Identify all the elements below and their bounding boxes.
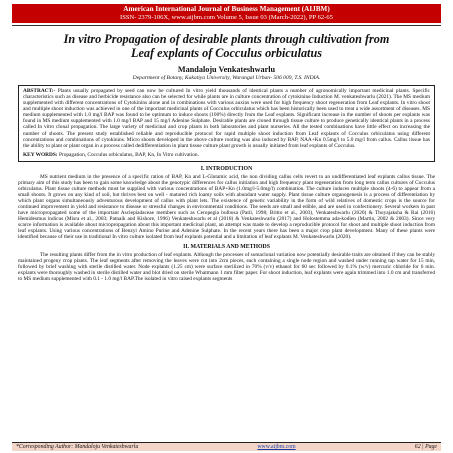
title-line-2: Leaf explants of Cocculus orbiculatus	[131, 45, 322, 60]
methods-text: The resulting plants differ from the in vitro production of leaf explants. Although the processes of somaclonal variation now potentially desirable traits are obtained if they can be stably maintained progeny crop plants. The leaf segments after removing the leaves were cut into 2cm pieces, each containing a single node region and washed under running tap water for 15 min, followed by brief washing with sterile distilled water. Node explants (1.25 cm) were surface sterilized in 70% (v/v) ethanol for 60 sec followed by 0.1% (w/v) mercuric chloride for 6 min. explants were thoroughly washed in sterile distilled water and blot dried on sterile Whatmann 1 mm filter paper. For shoot induction, leaf explants were again trimmed into 1.0 cm and transferred to MS medium supplemented with 0.1 - 1.0 mg/l BAP.The isolated in vitro raised explants segments	[18, 252, 435, 283]
page-number: 62 | Page	[414, 444, 437, 450]
journal-banner	[12, 4, 441, 23]
abstract-box	[18, 85, 435, 162]
author-name: Mandaloju Venkateshwarlu	[177, 65, 276, 75]
keywords-text: Propagation, Cocculus orbiculatus, BAP, Kn, In Vitro cultivation.	[58, 151, 199, 158]
journal-name: American International Journal of Business Management (AIJBM)	[123, 5, 330, 13]
page-footer	[12, 442, 441, 451]
abstract-body	[23, 88, 430, 148]
abstract-text: Plants usually propagated by seed can now be cultured In vitro yield thousands of identical plants a number of agronomically important medicinal plants. Specific characteristics such as disease and herbicide resistance also can be selected for while plants are in culture concentration of cytokinine Induction M. venkateshwarlu (2021). The MS medium supplemented with different concentrations of Cytokinins alone and in combinations with various auxins were used for high frequency shoot regeneration from Leaf explants. In vitro shoot and multiple shoot induction was achieved in one of the important medicinal plants of Cocculus orbiculatus which has been historically been used to treat a wide assortment of diseases. MS medium supplemented with 1.0 mg/l BAP was found to be optimum to induce shoots (100%) directly from the Leaf explants. Significant increase in the number of shoots per explants was found in MS medium supplemented with 1.0 mg/l BAP and 15 mg/l Adenine Sulphate. Desirable plants are cloned through tissue culture to produce genetically identical plants in a process called In vitro clonal propagation. The large variety of medicinal and crop plants in both laboratories and plant nurseries. All the tested combinations have little effect on increasing the number of shoots. The present study established reliable and reproducible protocol for rapid multiple shoot induction from Leaf explants of Cocculus orbiculatus using different concentrations and combinations of cytokinins. Micro shoots developed in the above culture rooting was also induced by BAP, NAA+Kn 0.5mg/l to 5.0 mg/l from callus. Callus tissue has the ability to plant or plant organ in a process called dedifferentiation in plant tissue culture plant growth is usually initiated from leaf explants of Cocculus.	[23, 88, 430, 149]
title-line-1: In vitro Propagation of desirable plants through cultivation from	[63, 32, 390, 47]
author-affiliation: Department of Botany, Kakatiya University, Warangal Urban- 506 009, T.S. INDIA.	[132, 75, 321, 82]
journal-url-link[interactable]: www.aijbm.com	[257, 444, 296, 450]
corresponding-author: *Corresponding Author: Mandaloju Venkateshwarlu	[16, 444, 139, 450]
article-title	[24, 33, 429, 60]
journal-issn: ISSN- 2379-106X, www.aijbm.com Volume 5, Issue 03 (March-2022), PP 62-65	[120, 13, 333, 21]
introduction-text: MS nutrient medium in the presence of a specific ration of BAP, Kn and L-Glutamic acid, the non dividing callus cells revert to an undifferentiated leaf explants callus tissue. The primary aim of this study has been to gain some knowledge about the genotypic differences for callus initiation and high frequency plant regeneration from long term callus cultures of Cocculus orbiculatus. Plant tissue culture methods must be supplied with various concentrations of BAP+Kn (1.0mg/l-5.0mg/l) combination. The culture induces multiple shoots (4-6) to appear from a small shoots. It grows on any kind of soil, but thrives best on well - matured rich loamy soils with abundant water supply. Plant tissue culture organogenesis is a process of differentiation by which plant organs simultaneously adventurous development of callus with plant lets. The existence of genetic variability in the form of wild relatives of domestic crops is the source for continued improvement in yield and resistance to disease or stressful changes in environmental conditions. The seeds are small and edible, and are used in confectionery. Several workers in past have micropropagated some of the important Asclepiadaceae members such as Ceropegia bulbosa (Patil, 1998; Britto et al., 2003), Venkateshwarlu (2020) & Thoyajaksha & Rai (2016) Hemidesmus indicus (Misra et al., 2003; Patnaik and Kishore, 1996) Venkateshwarlu et al (2018) & Venkateshwarlu (2017) and Holostemma ada-kodien (Martin, 2002 & 2003). Since very scarce information is available about micropropagation about this important medicinal plant, an attempt was made to develop a reproducible protocol for shoot and multiple shoot induction from leaf explants. Using various concentrations of Benzyl Amino Purine and Adenine Sulphate. In the recent years there has been a major crop plant development. Many of these plants were identified because of their use in traditional In vitro culture isolated from leaf explants potential and a limitation of leaf explants M. Venkateshwarlu (2020).	[18, 173, 435, 241]
keywords-line	[23, 152, 430, 158]
introduction-heading: I. INTRODUCTION	[200, 165, 253, 172]
methods-heading: II. MATERIALS AND METHODS	[183, 244, 270, 251]
header-rule	[12, 25, 441, 26]
abstract-label: ABSTRACT:-	[23, 88, 56, 95]
keywords-label: KEY WORDS:	[23, 151, 58, 158]
